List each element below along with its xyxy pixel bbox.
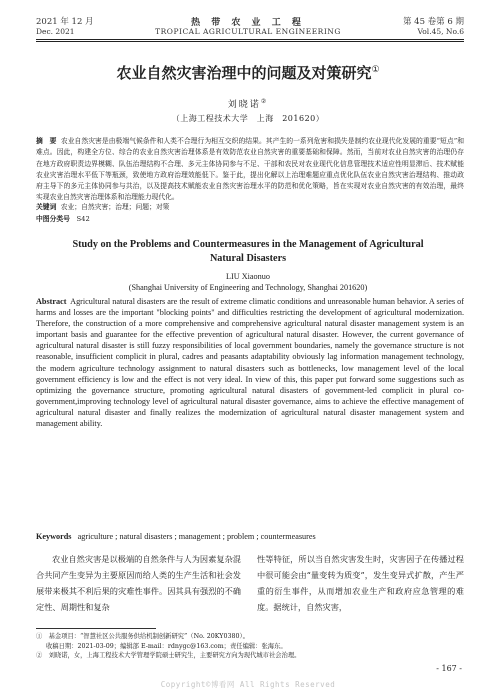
- journal-date-en: Dec. 2021: [36, 27, 75, 36]
- author-en: LIU Xiaonuo: [226, 272, 270, 281]
- journal-volume-cn: 第 45 卷第 6 期: [402, 17, 464, 27]
- clc-label: 中图分类号: [36, 215, 70, 223]
- keywords-en-label: Keywords: [36, 532, 72, 541]
- header-rule: [36, 39, 464, 40]
- title-en-line1: Study on the Problems and Countermeasures in the Management of Agricultural: [72, 239, 424, 250]
- title-en: [0, 238, 496, 266]
- keywords-cn-text: 农业；自然灾害；治理；问题；对策: [60, 203, 170, 211]
- title-footnote-mark: ①: [371, 65, 380, 75]
- author-name-cn: 刘晓诺: [227, 100, 261, 110]
- footnote-received: 收稿日期：2021-03-09；编辑部 E-mail：rdnygc@163.com；责任编辑：张海东。: [46, 642, 287, 650]
- keywords-en-text: agriculture ; natural disasters ; management ; problem ; countermeasures: [77, 532, 316, 541]
- page-title: [0, 62, 496, 83]
- keywords-cn-label: 关键词: [36, 203, 57, 211]
- footnote-funding: ① 基金项目：“智慧社区公共服务供给机制创新研究”（No. 20KY0380）。: [36, 633, 249, 640]
- journal-name-en: TROPICAL AGRICULTURAL ENGINEERING: [155, 27, 341, 36]
- clc-number: [36, 214, 464, 225]
- abstract-cn: [36, 136, 464, 204]
- abstract-en: [36, 296, 464, 429]
- abstract-cn-label: 摘 要: [36, 137, 57, 145]
- author-cn: [0, 97, 496, 110]
- footnotes: [36, 632, 464, 661]
- abstract-en-label: Abstract: [36, 297, 67, 306]
- abstract-en-text: Agricultural natural disasters are the result of extreme climatic conditions and unreasonable human behavior. A series of harms and losses are the important "blocking points" and difficulties restricting the development of agricultural modernization. Therefore, the construction of a more comprehensive and comprehensive agricultural natural disaster management system is an important basis and guarantee for the effective prevention of agricultural natural disaster. However, the current governance of agricultural natural disaster is still fuzzy responsibilities of local government boundaries, namely the governance structure is not reasonable, insufficient complicit in plural, cadres and peasants adaptability obviously lag information management technology, the modern agriculture technology assignment to natural disasters such as bottlenecks, low management level of the local government efficiency is low and the effect is not very ideal. In view of this, this paper put forward some suggestions such as optimizing the governance structure, promoting agricultural natural disasters of government-led complicit in plural co-government,improving technology level of agricultural natural disaster governance, aims to achieve the effective management of agricultural natural disaster and finally realizes the modernization of agricultural natural disaster management system and management ability.: [36, 297, 464, 429]
- header-rule-2: [36, 41, 464, 42]
- page-number: - 167 -: [436, 664, 462, 673]
- author-footnote-mark: ②: [260, 98, 269, 105]
- footnote-author: ② 刘晓诺，女，上海工程技术大学管理学院硕士研究生，主要研究方向为现代城市社会治理。: [36, 652, 301, 660]
- affiliation-cn: （上海工程技术大学 上海 201620）: [171, 114, 325, 123]
- journal-volume-en: Vol.45, No.6: [417, 27, 464, 36]
- keywords-en: [36, 531, 464, 542]
- title-en-line2: Natural Disasters: [209, 253, 287, 264]
- keywords-cn: [36, 202, 464, 213]
- journal-date-cn: 2021 年 12 月: [36, 17, 94, 27]
- footnote-rule: [36, 628, 156, 629]
- body-column-left: 农业自然灾害是以极端的自然条件与人为因素复杂混合共同产生变异为主要原因而给人类的生产生活和社会发展带来极其不利后果的灾难性事件。因其具有强烈的不确定性、周期性和复杂: [36, 554, 241, 612]
- affiliation-en: (Shanghai University of Engineering and Technology, Shanghai 201620): [128, 283, 368, 292]
- title-text: 农业自然灾害治理中的问题及对策研究: [116, 64, 372, 82]
- journal-name-cn: 热 带 农 业 工 程: [191, 18, 305, 28]
- copyright-watermark: Copyright©博看网 All Rights Reserved: [160, 680, 336, 689]
- clc-value: S42: [76, 215, 90, 223]
- abstract-cn-text: 农业自然灾害是由极端气候条件和人类不合理行为相互交织的结果。其产生的一系列危害和损失是制约农业现代化发展的重要“短点”和难点。因此，构建全方位、综合的农业自然灾害治理体系是有效防范农业自然灾害的重要基础和保障。然而，当前对农业自然灾害的治理仍存在地方政府职责边界模糊、队伍治理结构不合理、多元主体协同参与不足、干部和农民对农业现代化信息管理技术适应性明显滞后、技术赋能农业灾害治理水平低下等瓶颈，致使地方政府治理效能低下。鉴于此，提出化解以上治理难题应重点优化队伍农业自然灾害治理结构、推动政府主导下的多元主体协同参与共治，以及提高技术赋能农业自然灾害治理水平的防范和优化策略，旨在实现对农业自然灾害的有效治理，最终实现农业自然灾害治理体系和治理能力现代化。: [36, 137, 465, 202]
- body-column-right: 性等特征，所以当自然灾害发生时，灾害因子在传播过程中很可能会由“量变转为质变”，发生变异式扩散，产生严重的衍生事件，从而增加农业生产和政府应急管理的难度。据统计，自然灾害，: [257, 554, 464, 612]
